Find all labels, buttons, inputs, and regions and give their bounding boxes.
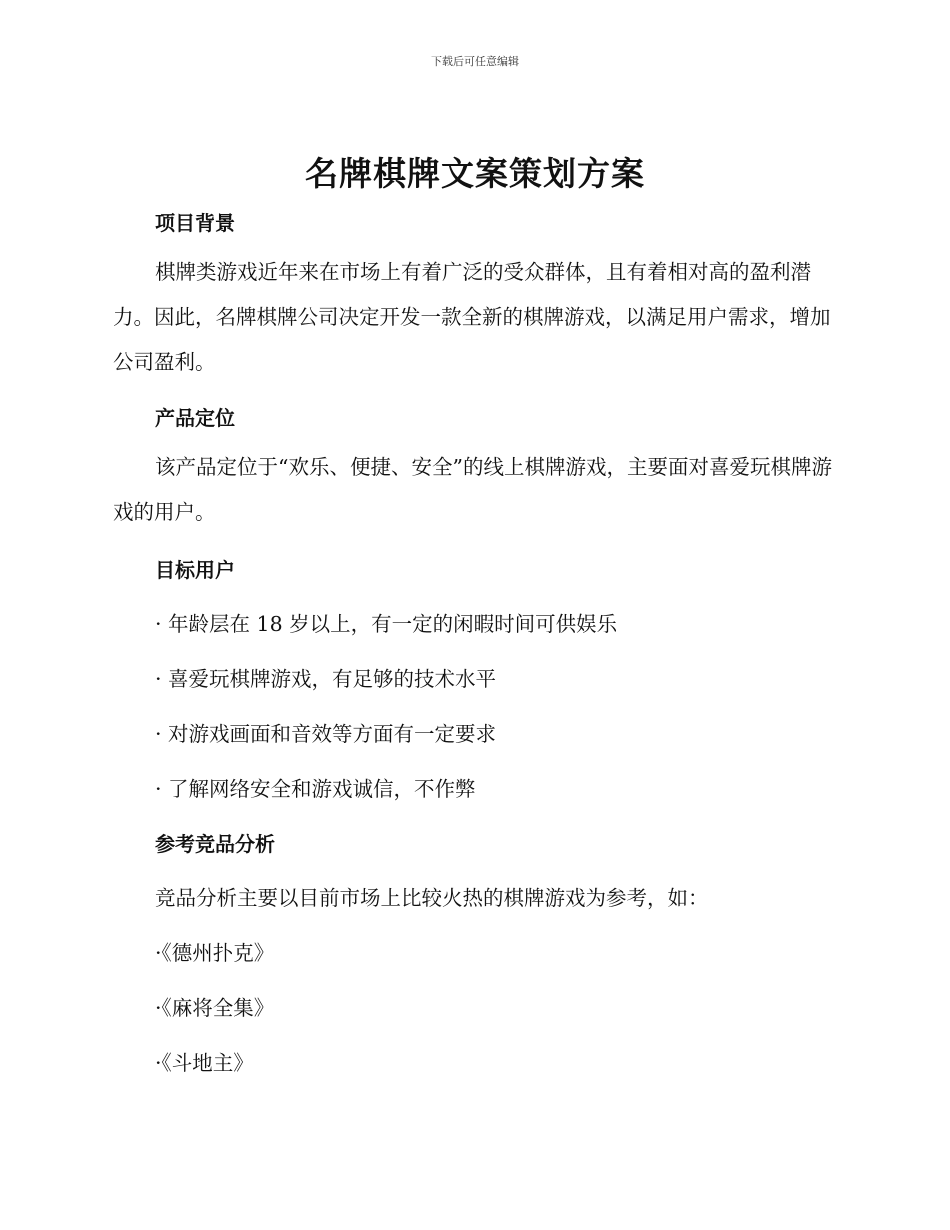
section-heading-competitors: 参考竞品分析 <box>155 832 275 856</box>
section-text-background: 棋牌类游戏近年来在市场上有着广泛的受众群体，且有着相对高的盈利潜力。因此，名牌棋牌公司决定开发一款全新的棋牌游戏，以满足用户需求，增加公司盈利。 <box>113 260 831 374</box>
header-note: 下载后可任意编辑 <box>431 55 519 68</box>
list-item: · 对游戏画面和音效等方面有一定要求 <box>155 722 497 746</box>
list-item: ·《德州扑克》 <box>155 941 275 965</box>
section-text-positioning: 该产品定位于“欢乐、便捷、安全”的线上棋牌游戏，主要面对喜爱玩棋牌游戏的用户。 <box>113 455 832 524</box>
section-heading-target-users: 目标用户 <box>155 558 235 582</box>
document-title: 名牌棋牌文案策划方案 <box>305 154 645 193</box>
list-item: ·《斗地主》 <box>155 1051 254 1075</box>
list-item: · 喜爱玩棋牌游戏，有足够的技术水平 <box>155 667 497 691</box>
section-heading-positioning: 产品定位 <box>155 406 235 430</box>
section-heading-background: 项目背景 <box>155 211 235 235</box>
list-item: ·《麻将全集》 <box>155 996 275 1020</box>
list-item: · 了解网络安全和游戏诚信，不作弊 <box>155 777 476 801</box>
section-text-competitors: 竞品分析主要以目前市场上比较火热的棋牌游戏为参考，如： <box>155 886 709 910</box>
list-item: · 年龄层在 18 岁以上，有一定的闲暇时间可供娱乐 <box>155 612 618 636</box>
